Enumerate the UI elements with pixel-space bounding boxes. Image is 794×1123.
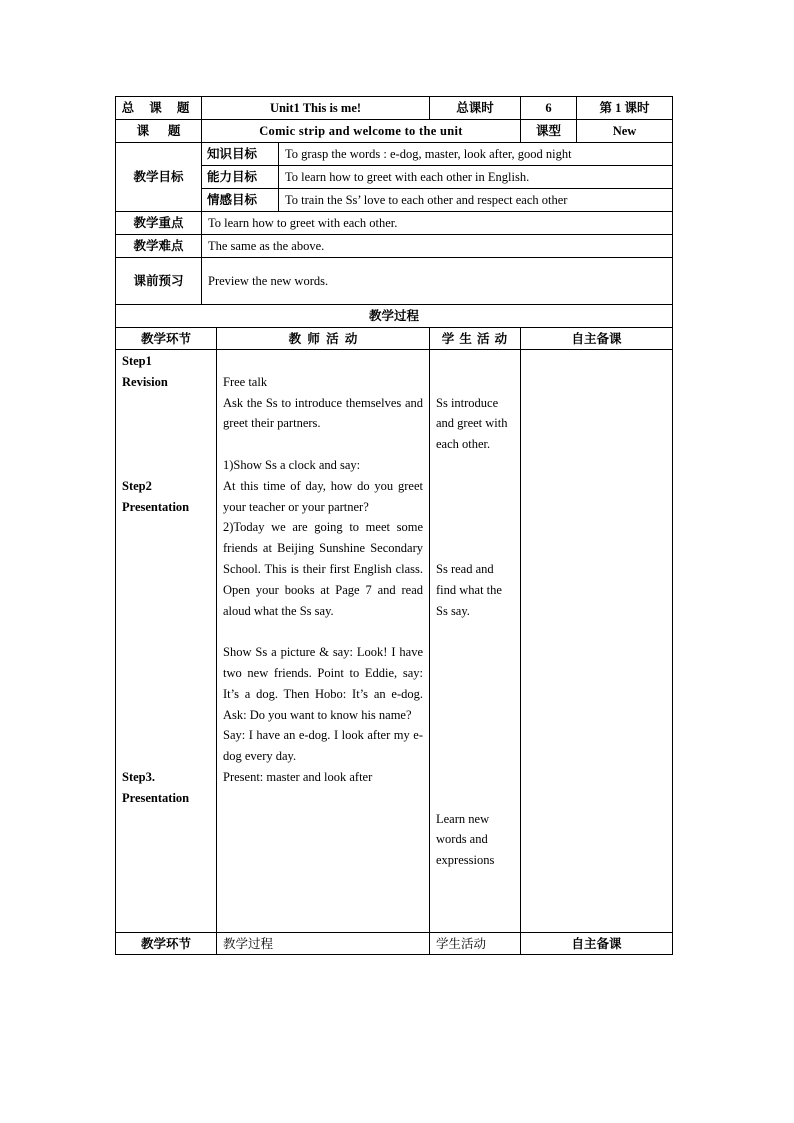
emotion-objective-text: To train the Ss’ love to each other and respect each other xyxy=(279,189,673,212)
topic-value: Comic strip and welcome to the unit xyxy=(202,120,521,143)
process-student-cell xyxy=(430,350,521,933)
objectives-label: 教学目标 xyxy=(116,143,202,212)
lesson-plan-table xyxy=(115,96,673,955)
footer-notes-label: 自主备课 xyxy=(521,933,673,955)
key-point-text: To learn how to greet with each other. xyxy=(202,212,673,235)
preview-label: 课前预习 xyxy=(116,258,202,305)
footer-student-label: 学生活动 xyxy=(430,933,521,955)
footer-process-label: 教学过程 xyxy=(217,933,430,955)
ability-objective-label: 能力目标 xyxy=(202,166,279,189)
total-hours-value: 6 xyxy=(521,97,577,120)
process-col-teacher-header: 教 师 活 动 xyxy=(217,328,430,350)
process-steps-cell xyxy=(116,350,217,933)
process-col-notes-header: 自主备课 xyxy=(521,328,673,350)
process-teacher-text: Free talk Ask the Ss to introduce themselves and greet their partners. 1)Show Ss a clock and say: At this time of day, how do you greet your teacher or your partner? 2)Today we are going to meet some friends at Beijing Sunshine Secondary School. This is their first English class. Open your books at Page 7 and read aloud what the Ss say. Show Ss a picture & say: Look! I have two new friends. Point to Eddie, say: It’s a dog. Then Hobo: It’s an e-dog. Ask: Do you want to know his name? Say: I have an e-dog. I look after my e-dog every day. Present: master and look after xyxy=(223,374,423,784)
total-topic-label: 总 课 题 xyxy=(116,97,202,120)
lesson-number: 第 1 课时 xyxy=(577,97,673,120)
process-title: 教学过程 xyxy=(116,305,673,328)
difficult-point-label: 教学难点 xyxy=(116,235,202,258)
topic-label: 课 题 xyxy=(116,120,202,143)
process-col-step-header: 教学环节 xyxy=(116,328,217,350)
process-col-student-header: 学 生 活 动 xyxy=(430,328,521,350)
process-notes-cell xyxy=(521,350,673,933)
knowledge-objective-label: 知识目标 xyxy=(202,143,279,166)
process-student-text: Ss introduce and greet with each other. Ss read and find what the Ss say. Learn new words and expressions xyxy=(436,395,508,868)
preview-text: Preview the new words. xyxy=(202,258,673,305)
ability-objective-text: To learn how to greet with each other in English. xyxy=(279,166,673,189)
total-hours-label: 总课时 xyxy=(430,97,521,120)
emotion-objective-label: 情感目标 xyxy=(202,189,279,212)
knowledge-objective-text: To grasp the words : e-dog, master, look after, good night xyxy=(279,143,673,166)
unit-title: Unit1 This is me! xyxy=(202,97,430,120)
key-point-label: 教学重点 xyxy=(116,212,202,235)
difficult-point-text: The same as the above. xyxy=(202,235,673,258)
process-steps-text: Step1 Revision Step2 Presentation Step3. Presentation xyxy=(122,354,190,805)
lesson-type-label: 课型 xyxy=(521,120,577,143)
process-teacher-cell xyxy=(217,350,430,933)
footer-step-label: 教学环节 xyxy=(116,933,217,955)
lesson-type-value: New xyxy=(577,120,673,143)
